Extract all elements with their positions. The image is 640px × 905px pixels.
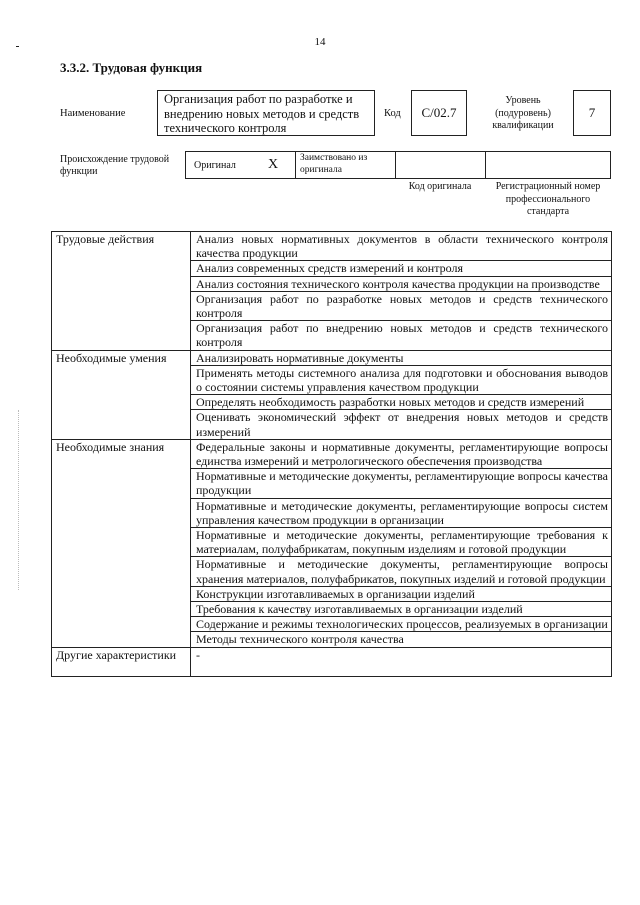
code-value-box — [411, 90, 467, 136]
table-cell: Анализировать нормативные документы — [191, 350, 612, 365]
table-cell: Методы технического контроля качества — [191, 632, 612, 647]
name-label: Наименование — [60, 108, 126, 119]
origin-label: Происхождение трудовой функции — [60, 154, 170, 177]
scan-mark — [16, 46, 19, 47]
table-cell: Организация работ по разработке новых методов и средств технического контроля — [191, 291, 612, 320]
table-cell: Нормативные и методические документы, регламентирующие вопросы хранения материалов, полуфабрикатов, покупных изделий и готовой продукции — [191, 557, 612, 586]
table-cell: Анализ новых нормативных документов в области технического контроля качества продукции — [191, 232, 612, 261]
level-value-box — [573, 90, 611, 136]
origin-row — [185, 151, 611, 179]
table-row — [52, 232, 612, 261]
table-cell: Требования к качеству изготавливаемых в организации изделий — [191, 602, 612, 617]
original-mark: X — [268, 157, 279, 172]
level-label: Уровень (подуровень) квалификации — [492, 95, 554, 131]
section-label: Необходимые знания — [52, 439, 191, 647]
table-row — [52, 647, 612, 676]
table-cell: Федеральные законы и нормативные документы, регламентирующие вопросы единства измерений и метрологического обеспечения производства — [191, 439, 612, 468]
code-original-cell — [396, 152, 486, 178]
section-label: Необходимые умения — [52, 350, 191, 439]
code-label: Код — [384, 108, 401, 119]
original-label: Оригинал — [194, 160, 236, 171]
scan-edge-mark — [18, 410, 20, 590]
table-cell: - — [191, 647, 612, 676]
table-row — [52, 439, 612, 468]
code-original-caption: Код оригинала — [408, 181, 472, 192]
borrowed-label: Заимствовано из оригинала — [300, 153, 368, 175]
code-value: C/02.7 — [421, 105, 457, 120]
page-number: 14 — [314, 36, 326, 48]
table-cell: Определять необходимость разработки новых методов и средств измерений — [191, 395, 612, 410]
table-cell: Анализ состояния технического контроля качества продукции на производстве — [191, 276, 612, 291]
section-title: 3.3.2. Трудовая функция — [60, 60, 203, 75]
table-cell: Конструкции изготавливаемых в организации изделий — [191, 586, 612, 601]
table-cell: Нормативные и методические документы, регламентирующие требования к материалам, полуфабрикатам, покупным изделиям и готовой продукции — [191, 528, 612, 557]
function-name-value: Организация работ по разработке и внедрению новых методов и средств технического контроля — [164, 92, 360, 135]
section-label: Трудовые действия — [52, 232, 191, 351]
borrowed-cell — [296, 152, 396, 178]
table-cell: Оценивать экономический эффект от внедрения новых методов и средств измерений — [191, 410, 612, 439]
table-row — [52, 350, 612, 365]
reg-number-caption: Регистрационный номер профессионального стандарта — [495, 181, 601, 217]
reg-number-cell — [486, 152, 610, 178]
table-cell: Нормативные и методические документы, регламентирующие вопросы качества продукции — [191, 469, 612, 498]
table-cell: Применять методы системного анализа для подготовки и обоснования выводов о состоянии системы управления качеством продукции — [191, 365, 612, 394]
original-cell — [186, 152, 296, 178]
function-name-box — [157, 90, 375, 136]
table-cell: Содержание и режимы технологических процессов, реализуемых в организации — [191, 617, 612, 632]
table-cell: Организация работ по внедрению новых методов и средств технического контроля — [191, 321, 612, 350]
table-cell: Нормативные и методические документы, регламентирующие вопросы систем управления качеством продукции в организации — [191, 498, 612, 527]
level-value: 7 — [588, 105, 596, 120]
table-cell: Анализ современных средств измерений и контроля — [191, 261, 612, 276]
function-details-table — [51, 231, 612, 677]
section-label: Другие характеристики — [52, 647, 191, 676]
